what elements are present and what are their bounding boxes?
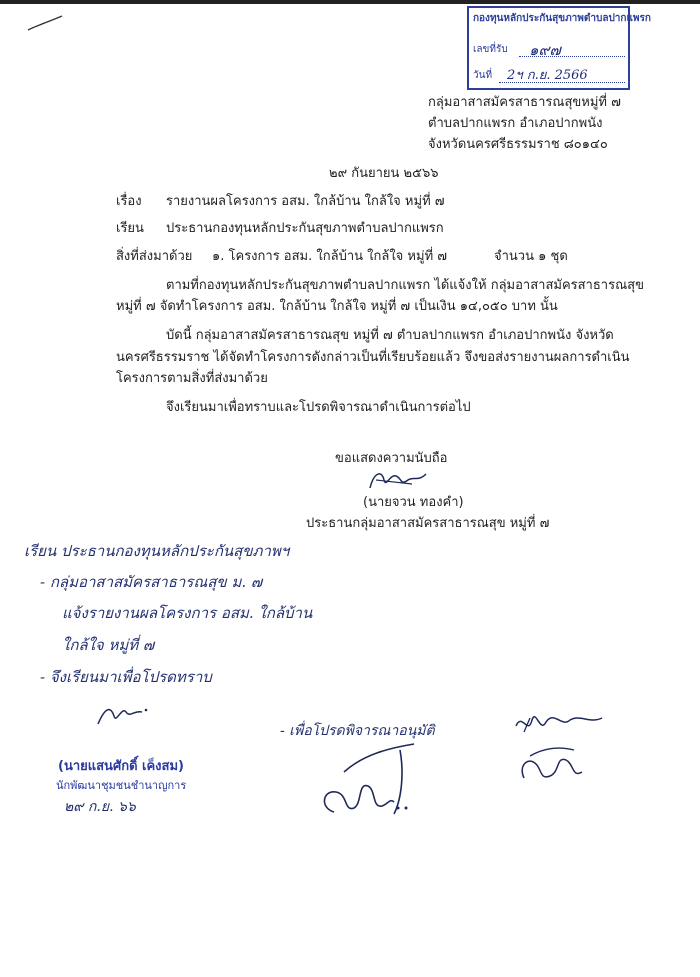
note-line-2: - กลุ่มอาสาสมัครสาธารณสุข ม. ๗ <box>40 573 263 591</box>
note-line-1: เรียน ประธานกองทุนหลักประกันสุขภาพฯ <box>24 542 290 560</box>
body-p2-line3: โครงการตามสิ่งที่ส่งมาด้วย <box>116 371 268 386</box>
body-p3: จึงเรียนมาเพื่อทราบและโปรดพิจารณาดำเนินการต่อไป <box>166 400 471 415</box>
signature-president <box>366 466 436 494</box>
enclosure-label: สิ่งที่ส่งมาด้วย <box>116 249 193 264</box>
signature-officer <box>94 700 154 728</box>
stamp-date-value: 2ฯ ก.ย. 2566 <box>507 68 588 83</box>
recipient-text: ประธานกองทุนหลักประกันสุขภาพตำบลปากแพรก <box>166 221 444 236</box>
letter-date: ๒๙ กันยายน ๒๕๖๖ <box>329 166 439 181</box>
sender-line-2: ตำบลปากแพรก อำเภอปากพนัง <box>428 116 603 131</box>
body-p1-line1: ตามที่กองทุนหลักประกันสุขภาพตำบลปากแพรก ได้แจ้งให้ กลุ่มอาสาสมัครสาธารณสุข <box>166 278 644 293</box>
signature-middle <box>314 742 424 824</box>
sender-line-1: กลุ่มอาสาสมัครสาธารณสุขหมู่ที่ ๗ <box>428 95 621 110</box>
enclosure-qty: จำนวน ๑ ชุด <box>494 249 568 264</box>
stamp-number-value: ๑๙๗ <box>529 41 561 59</box>
recipient-label: เรียน <box>116 221 144 236</box>
pen-mark <box>26 12 66 36</box>
note-line-4: ใกล้ใจ หมู่ที่ ๗ <box>62 636 155 654</box>
receipt-stamp <box>467 6 651 90</box>
note-line-3: แจ้งรายงานผลโครงการ อสม. ใกล้บ้าน <box>62 604 313 622</box>
subject-text: รายงานผลโครงการ อสม. ใกล้บ้าน ใกล้ใจ หมู่ที่ ๗ <box>166 194 445 209</box>
closing-position: ประธานกลุ่มอาสาสมัครสาธารณสุข หมู่ที่ ๗ <box>306 516 550 531</box>
closing-name: (นายจวน ทองคำ) <box>363 495 464 510</box>
top-edge <box>0 0 700 4</box>
stamp-number-label: เลขที่รับ <box>473 44 508 55</box>
stamp-title: กองทุนหลักประกันสุขภาพตำบลปากแพรก <box>473 13 651 24</box>
middle-note: - เพื่อโปรดพิจารณาอนุมัติ <box>280 723 435 739</box>
officer-position: นักพัฒนาชุมชนชำนาญการ <box>56 779 187 792</box>
note-line-5: - จึงเรียนมาเพื่อโปรดทราบ <box>40 668 212 686</box>
body-p1-line2: หมู่ที่ ๗ จัดทำโครงการ อสม. ใกล้บ้าน ใกล้ใจ หมู่ที่ ๗ เป็นเงิน ๑๔,๐๕๐ บาท นั้น <box>116 299 558 314</box>
closing-regards: ขอแสดงความนับถือ <box>335 451 448 466</box>
body-p2-line1: บัดนี้ กลุ่มอาสาสมัครสาธารณสุข หมู่ที่ ๗ ตำบลปากแพรก อำเภอปากพนัง จังหวัด <box>166 328 614 343</box>
officer-date: ๒๙ ก.ย. ๖๖ <box>64 799 136 815</box>
subject-label: เรื่อง <box>116 194 142 209</box>
enclosure-text: ๑. โครงการ อสม. ใกล้บ้าน ใกล้ใจ หมู่ที่ ๗ <box>212 249 448 264</box>
stamp-date-label: วันที่ <box>473 70 493 81</box>
sender-line-3: จังหวัดนครศรีธรรมราช ๘๐๑๔๐ <box>428 137 608 152</box>
body-p2-line2: นครศรีธรรมราช ได้จัดทำโครงการดังกล่าวเป็นที่เรียบร้อยแล้ว จึงขอส่งรายงานผลการดำเนิน <box>116 350 630 365</box>
officer-name: (นายแสนศักดิ์ เค็งสม) <box>58 759 184 774</box>
signature-right <box>510 706 610 786</box>
